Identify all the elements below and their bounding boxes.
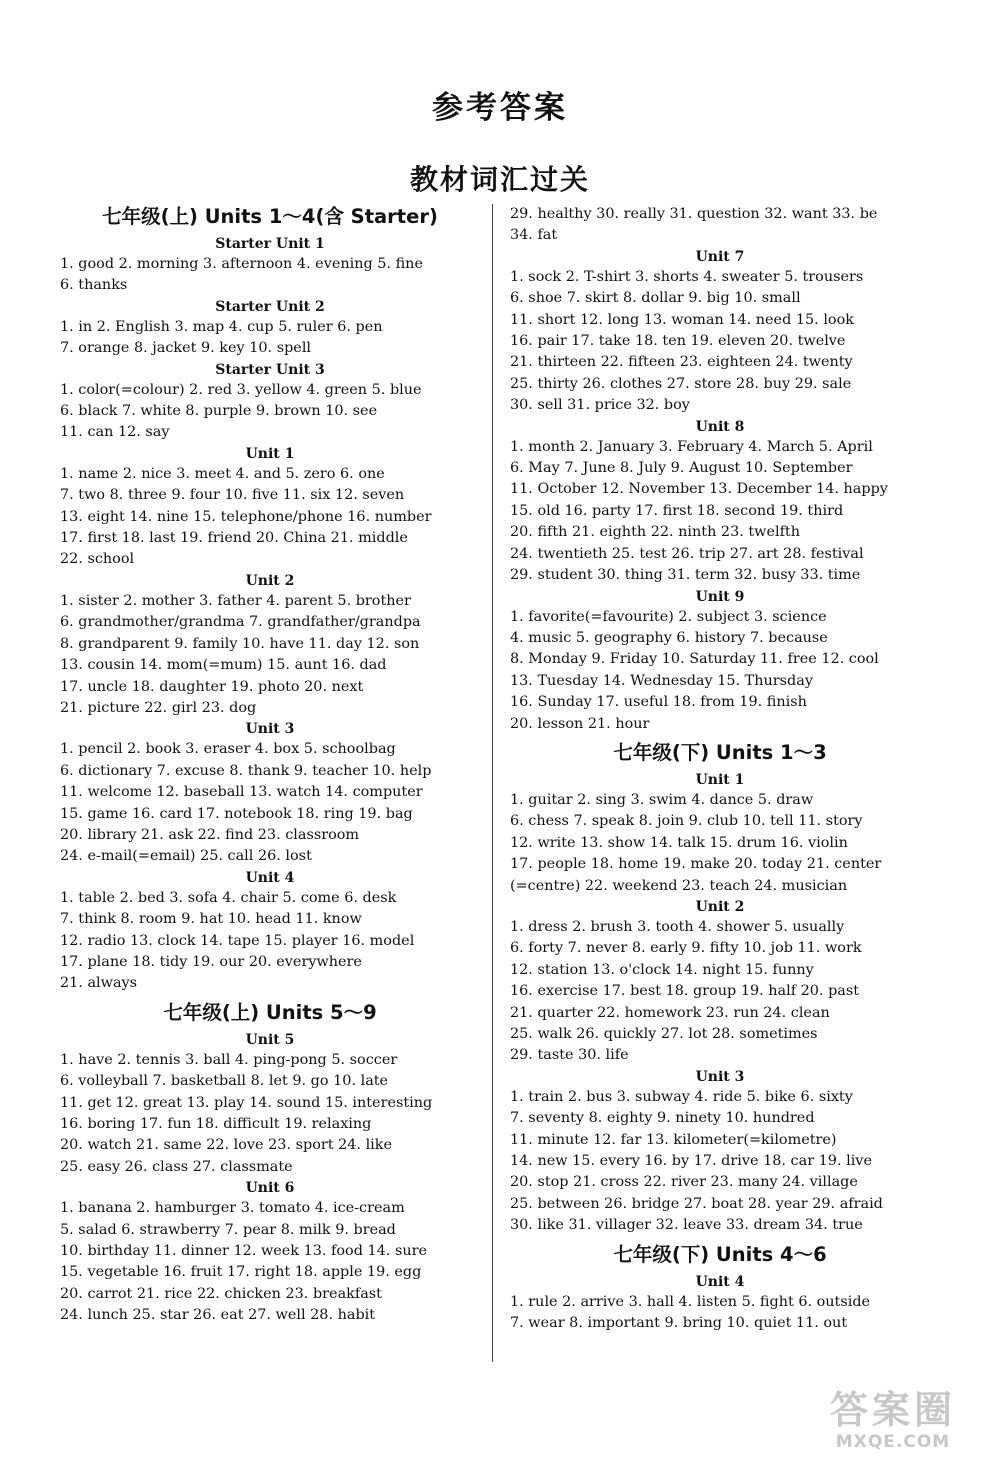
- answer-line: 17. plane 18. tidy 19. our 20. everywhere: [60, 953, 362, 970]
- answer-line: 20. stop 21. cross 22. river 23. many 24. village: [510, 1174, 858, 1191]
- answer-line: 1. name 2. nice 3. meet 4. and 5. zero 6. one: [60, 465, 385, 482]
- grade-heading: 七年级(上) Units 1～4(含 Starter): [102, 205, 438, 228]
- answer-line: 20. fifth 21. eighth 22. ninth 23. twelfth: [510, 524, 800, 541]
- answer-line: 22. school: [60, 551, 135, 568]
- answer-line: 29. healthy 30. really 31. question 32. want 33. be: [510, 206, 878, 222]
- answer-line: (=centre) 22. weekend 23. teach 24. musician: [510, 877, 848, 894]
- answer-line: 12. radio 13. clock 14. tape 15. player 16. model: [60, 932, 415, 949]
- answer-line: 17. first 18. last 19. friend 20. China 21. middle: [60, 530, 408, 547]
- answer-line: 6. grandmother/grandma 7. grandfather/grandpa: [60, 614, 421, 631]
- answer-line: 1. color(=colour) 2. red 3. yellow 4. green 5. blue: [60, 381, 422, 398]
- unit-heading: Unit 3: [695, 1068, 745, 1085]
- answer-line: 1. dress 2. brush 3. tooth 4. shower 5. usually: [510, 918, 845, 935]
- answer-line: 8. Monday 9. Friday 10. Saturday 11. free 12. cool: [510, 651, 879, 668]
- unit-heading: Unit 1: [695, 771, 745, 788]
- answer-line: 6. dictionary 7. excuse 8. thank 9. teacher 10. help: [60, 762, 432, 779]
- answer-line: 20. library 21. ask 22. find 23. classroom: [60, 826, 360, 843]
- unit-heading: Unit 8: [695, 418, 745, 435]
- answer-line: 8. grandparent 9. family 10. have 11. day 12. son: [60, 635, 420, 652]
- unit-heading: Unit 6: [245, 1180, 295, 1197]
- answer-line: 17. uncle 18. daughter 19. photo 20. next: [60, 678, 364, 695]
- answer-line: 24. e-mail(=email) 25. call 26. lost: [60, 848, 312, 865]
- answer-line: 6. shoe 7. skirt 8. dollar 9. big 10. small: [510, 290, 801, 307]
- unit-heading: Unit 4: [695, 1273, 745, 1290]
- answer-line: 1. sock 2. T-shirt 3. shorts 4. sweater 5. trousers: [510, 268, 864, 285]
- unit-heading: Unit 4: [245, 869, 295, 886]
- section-title: 教材词汇过关: [409, 163, 590, 196]
- answer-line: 25. between 26. bridge 27. boat 28. year 29. afraid: [510, 1195, 883, 1212]
- answer-line: 4. music 5. geography 6. history 7. because: [510, 629, 828, 646]
- unit-heading: Unit 9: [695, 588, 745, 605]
- answer-line: 34. fat: [510, 227, 558, 244]
- unit-heading: Unit 5: [245, 1031, 295, 1048]
- answer-line: 6. black 7. white 8. purple 9. brown 10. see: [60, 403, 378, 420]
- answer-line: 1. train 2. bus 3. subway 4. ride 5. bike 6. sixty: [510, 1088, 853, 1105]
- answer-line: 1. favorite(=favourite) 2. subject 3. science: [510, 608, 827, 625]
- answer-line: 1. table 2. bed 3. sofa 4. chair 5. come 6. desk: [60, 889, 397, 906]
- answer-line: 1. good 2. morning 3. afternoon 4. evening 5. fine: [60, 256, 423, 272]
- answer-line: 1. in 2. English 3. map 4. cup 5. ruler 6. pen: [60, 318, 383, 335]
- answer-line: 12. write 13. show 14. talk 15. drum 16. violin: [510, 834, 848, 851]
- answer-line: 6. chess 7. speak 8. join 9. club 10. tell 11. story: [510, 813, 863, 830]
- answer-line: 20. lesson 21. hour: [510, 715, 650, 732]
- answer-line: 15. vegetable 16. fruit 17. right 18. apple 19. egg: [60, 1264, 422, 1281]
- answer-line: 29. student 30. thing 31. term 32. busy 33. time: [510, 567, 861, 584]
- answer-line: 14. new 15. every 16. by 17. drive 18. car 19. live: [510, 1153, 872, 1170]
- answer-line: 1. pencil 2. book 3. eraser 4. box 5. schoolbag: [60, 741, 396, 758]
- unit-heading: Unit 7: [695, 248, 745, 265]
- answer-line: 21. quarter 22. homework 23. run 24. clean: [510, 1004, 830, 1021]
- unit-heading: Unit 2: [245, 572, 295, 589]
- answer-line: 13. eight 14. nine 15. telephone/phone 16. number: [60, 508, 432, 525]
- answer-line: 7. two 8. three 9. four 10. five 11. six 12. seven: [60, 487, 405, 504]
- answer-line: 11. short 12. long 13. woman 14. need 15. look: [510, 311, 854, 328]
- answer-line: 6. thanks: [60, 277, 128, 294]
- answer-line: 7. think 8. room 9. hat 10. head 11. know: [60, 911, 362, 928]
- answer-line: 30. like 31. villager 32. leave 33. dream 34. true: [510, 1217, 863, 1234]
- answer-line: 25. walk 26. quickly 27. lot 28. sometimes: [510, 1026, 818, 1042]
- answer-line: 1. rule 2. arrive 3. hall 4. listen 5. fight 6. outside: [510, 1293, 871, 1310]
- grade-heading: 七年级(下) Units 4～6: [613, 1242, 827, 1266]
- answer-line: 11. welcome 12. baseball 13. watch 14. computer: [60, 784, 423, 801]
- answer-line: 5. salad 6. strawberry 7. pear 8. milk 9. bread: [60, 1221, 396, 1238]
- grade-heading: 七年级(上) Units 5～9: [163, 1000, 377, 1024]
- watermark-url: MXQE.COM: [835, 1432, 951, 1452]
- watermark-logo: [798, 1388, 988, 1454]
- answer-line: 1. guitar 2. sing 3. swim 4. dance 5. draw: [510, 791, 814, 808]
- unit-heading: Starter Unit 3: [215, 361, 325, 378]
- answer-line: 29. taste 30. life: [510, 1047, 629, 1064]
- answer-line: 21. thirteen 22. fifteen 23. eighteen 24. twenty: [510, 354, 853, 371]
- answer-line: 17. people 18. home 19. make 20. today 21. center: [510, 856, 882, 873]
- answer-line: 16. Sunday 17. useful 18. from 19. finish: [510, 694, 807, 711]
- answer-line: 16. exercise 17. best 18. group 19. half 20. past: [510, 983, 860, 1000]
- answer-line: 7. orange 8. jacket 9. key 10. spell: [60, 340, 312, 357]
- answer-line: 21. picture 22. girl 23. dog: [60, 699, 257, 716]
- watermark-logo-text: 答案圈: [829, 1388, 956, 1432]
- answer-line: 15. game 16. card 17. notebook 18. ring 19. bag: [60, 805, 413, 822]
- answer-line: 15. old 16. party 17. first 18. second 19. third: [510, 502, 844, 519]
- grade-heading: 七年级(下) Units 1～3: [613, 740, 827, 764]
- unit-heading: Unit 3: [245, 721, 295, 738]
- unit-heading: Unit 2: [695, 898, 745, 915]
- answer-line: 6. forty 7. never 8. early 9. fifty 10. job 11. work: [510, 940, 862, 957]
- answer-line: 16. boring 17. fun 18. difficult 19. relaxing: [60, 1116, 372, 1132]
- answer-line: 20. carrot 21. rice 22. chicken 23. breakfast: [60, 1285, 382, 1302]
- answer-line: 20. watch 21. same 22. love 23. sport 24. like: [60, 1137, 393, 1154]
- answer-line: 6. volleyball 7. basketball 8. let 9. go 10. late: [60, 1073, 389, 1090]
- answer-line: 7. seventy 8. eighty 9. ninety 10. hundred: [510, 1110, 815, 1127]
- answer-line: 24. lunch 25. star 26. eat 27. well 28. habit: [60, 1307, 376, 1324]
- unit-heading: Starter Unit 2: [215, 298, 325, 315]
- answer-line: 24. twentieth 25. test 26. trip 27. art 28. festival: [510, 545, 864, 562]
- answer-line: 1. have 2. tennis 3. ball 4. ping-pong 5. soccer: [60, 1051, 398, 1068]
- answer-line: 25. easy 26. class 27. classmate: [60, 1158, 293, 1175]
- answer-line: 1. month 2. January 3. February 4. March 5. April: [510, 438, 873, 455]
- page-title: 参考答案: [432, 90, 568, 126]
- answer-line: 6. May 7. June 8. July 9. August 10. September: [510, 460, 853, 477]
- answer-line: 13. Tuesday 14. Wednesday 15. Thursday: [510, 672, 813, 689]
- right-column: [510, 204, 930, 1334]
- answer-line: 30. sell 31. price 32. boy: [510, 397, 690, 414]
- answer-line: 1. banana 2. hamburger 3. tomato 4. ice-cream: [60, 1200, 405, 1217]
- column-divider: [492, 204, 493, 1362]
- answer-line: 11. October 12. November 13. December 14. happy: [510, 481, 888, 498]
- answer-line: 11. can 12. say: [60, 424, 170, 441]
- answer-line: 11. minute 12. far 13. kilometer(=kilometre): [510, 1131, 837, 1148]
- left-column: [60, 204, 480, 1327]
- answer-line: 12. station 13. o'clock 14. night 15. funny: [510, 961, 814, 978]
- answer-line: 11. get 12. great 13. play 14. sound 15. interesting: [60, 1094, 433, 1111]
- answer-line: 25. thirty 26. clothes 27. store 28. buy 29. sale: [510, 375, 852, 392]
- answer-line: 16. pair 17. take 18. ten 19. eleven 20. twelve: [510, 333, 846, 350]
- answer-line: 1. sister 2. mother 3. father 4. parent 5. brother: [60, 592, 411, 609]
- answer-line: 10. birthday 11. dinner 12. week 13. food 14. sure: [60, 1243, 427, 1260]
- answer-line: 21. always: [60, 975, 138, 992]
- answer-line: 13. cousin 14. mom(=mum) 15. aunt 16. dad: [60, 657, 387, 674]
- unit-heading: Starter Unit 1: [215, 236, 325, 252]
- unit-heading: Unit 1: [245, 445, 295, 462]
- answer-line: 7. wear 8. important 9. bring 10. quiet 11. out: [510, 1315, 848, 1332]
